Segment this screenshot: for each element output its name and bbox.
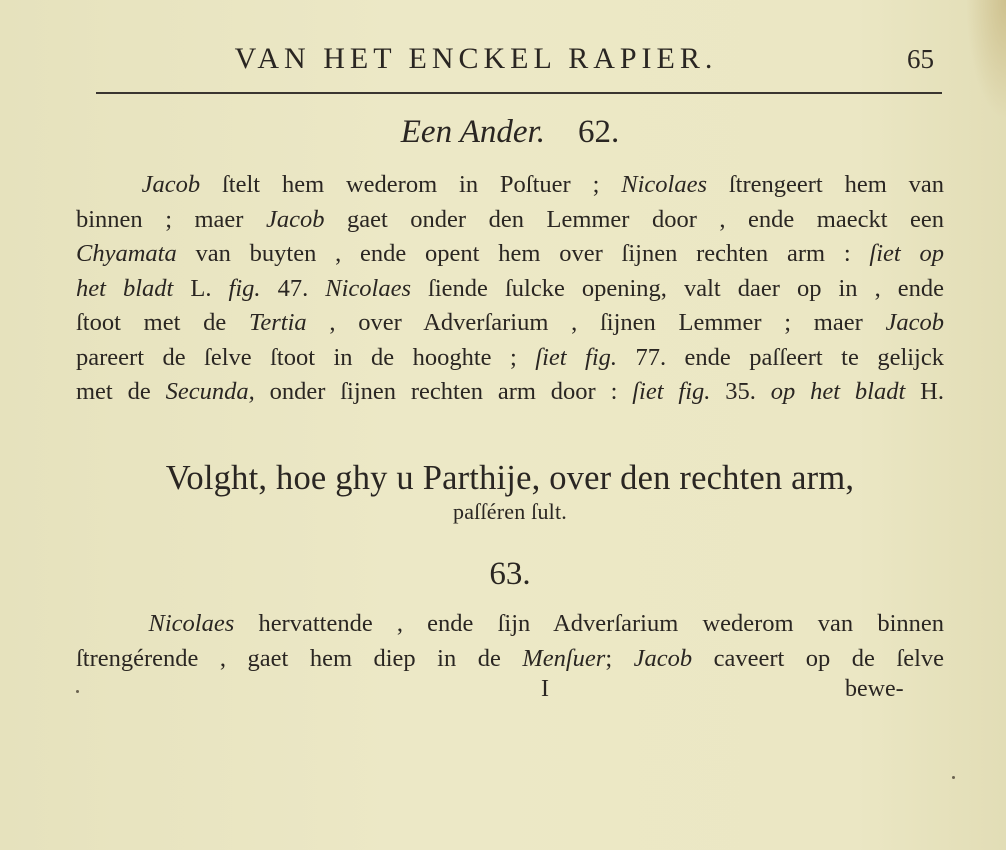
text-line: ſtrengérende , gaet hem diep in de Menſuer; Jacob caveert op de ſelve [76, 645, 945, 672]
page-edge-shadow [966, 0, 1006, 120]
paragraph-62 [76, 168, 944, 410]
heading-text: Volght, hoe ghy u Parthije, over den rechten arm, [165, 459, 855, 497]
text-line: ſtoot met de Tertia , over Adverſarium , ſijnen Lemmer ; maer Jacob [76, 309, 944, 336]
section-title-62 [76, 114, 944, 151]
speck [952, 776, 955, 779]
catchword: bewe- [845, 676, 904, 702]
text-line: pareert de ſelve ſtoot in de hooghte ; ſiet fig. 77. ende paſſeert te gelijck [76, 343, 944, 371]
text-line: binnen ; maer Jacob gaet onder den Lemmer door , ende maeckt een [76, 205, 945, 233]
header-rule [96, 92, 942, 94]
section-number: 62. [577, 114, 620, 150]
text-line: het bladt L. fig. 47. Nicolaes ſiende ſulcke opening, valt daer op in , ende [76, 274, 945, 302]
speck [76, 690, 79, 693]
heading-subtext: paſſéren ſult. [453, 499, 567, 524]
text-line: Chyamata van buyten , ende opent hem over ſijnen rechten arm : ſiet op [76, 240, 944, 267]
text-line: Nicolaes hervattende , ende ſijn Adverſarium wederom van binnen [148, 610, 944, 637]
page-number: 65 [907, 44, 934, 74]
section-title-text: Een Ander. [400, 114, 545, 150]
text-line: Jacob ſtelt hem wederom in Poſtuer ; Nicolaes ſtrengeert hem van [141, 171, 945, 198]
section-heading [76, 458, 944, 526]
text-line: met de Secunda, onder ſijnen rechten arm door : ſiet fig. 35. op het bladt H. [76, 378, 944, 405]
signature-mark: I [541, 676, 549, 702]
paragraph-63 [76, 606, 944, 676]
section-number-63: 63. [489, 556, 531, 592]
running-head: VAN HET ENCKEL RAPIER. [234, 42, 718, 75]
page-header [96, 38, 944, 82]
